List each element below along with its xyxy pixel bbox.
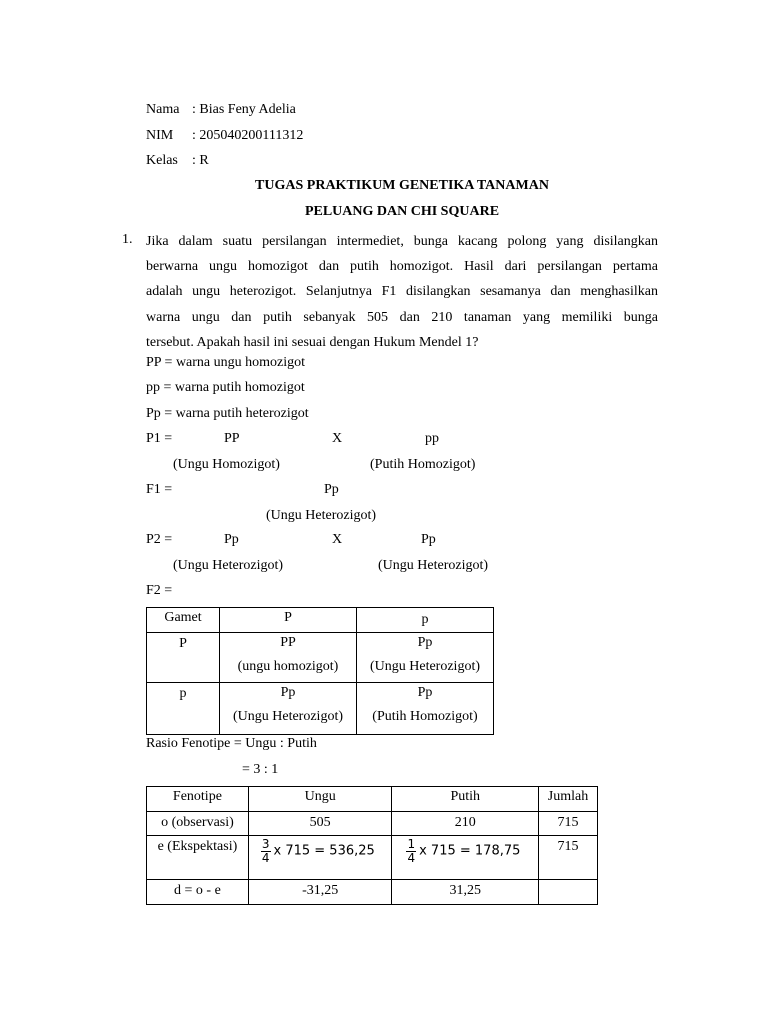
chi-row-e-putih bbox=[392, 836, 539, 880]
table-row bbox=[147, 880, 598, 905]
chi-row-o-label: o (observasi) bbox=[147, 812, 249, 836]
table-row bbox=[147, 787, 598, 812]
question-line: warna ungu dan putih sebanyak 505 dan 210 tanaman yang memiliki bunga bbox=[146, 309, 658, 325]
chi-row-o-putih: 210 bbox=[392, 812, 539, 836]
p2-left-desc: (Ungu Heterozigot) bbox=[173, 558, 284, 573]
chi-square-table bbox=[146, 786, 598, 905]
f1-desc: (Ungu Heterozigot) bbox=[266, 508, 377, 523]
definition-pp-upper: PP = warna ungu homozigot bbox=[146, 355, 306, 370]
fraction-denominator: 4 bbox=[407, 851, 416, 865]
question-line: adalah ungu heterozigot. Selanjutnya F1 disilangkan sesamanya dan menghasilkan bbox=[146, 284, 658, 300]
question-paragraph bbox=[146, 229, 658, 355]
f1-value: Pp bbox=[324, 482, 339, 497]
chi-row-d-jumlah bbox=[539, 880, 598, 905]
chi-row-e-ungu bbox=[248, 836, 392, 880]
punnett-phenotype: (Ungu Heterozigot) bbox=[232, 709, 344, 724]
punnett-phenotype: (Ungu Heterozigot) bbox=[369, 659, 481, 674]
punnett-genotype: Pp bbox=[417, 635, 433, 650]
table-row bbox=[147, 836, 598, 880]
fraction-denominator: 4 bbox=[261, 851, 270, 865]
chi-header-fenotipe: Fenotipe bbox=[147, 787, 249, 812]
question-number: 1. bbox=[122, 232, 133, 247]
punnett-genotype: Pp bbox=[417, 685, 433, 700]
ratio-line-2: = 3 : 1 bbox=[242, 762, 279, 777]
punnett-gamete: P bbox=[147, 633, 220, 683]
table-row bbox=[147, 608, 494, 633]
punnett-genotype: Pp bbox=[280, 685, 296, 700]
definition-pp-lower: pp = warna putih homozigot bbox=[146, 380, 305, 395]
punnett-cell bbox=[220, 683, 357, 735]
p1-left-desc: (Ungu Homozigot) bbox=[173, 457, 280, 472]
nim-value: : 205040200111312 bbox=[192, 128, 304, 143]
table-row bbox=[147, 633, 494, 683]
question-line: Jika dalam suatu persilangan intermediet, bunga kacang polong yang disilangkan bbox=[146, 234, 658, 249]
punnett-header-p-upper: P bbox=[220, 608, 357, 633]
f1-label: F1 = bbox=[146, 482, 173, 497]
expectation-expression: x 715 = 536,25 bbox=[273, 843, 375, 859]
kelas-value: : R bbox=[192, 153, 209, 168]
punnett-cell bbox=[220, 633, 357, 683]
kelas-label: Kelas bbox=[146, 153, 178, 168]
chi-row-o-ungu: 505 bbox=[248, 812, 392, 836]
punnett-cell bbox=[357, 683, 494, 735]
chi-row-e-label: e (Ekspektasi) bbox=[147, 836, 249, 880]
chi-row-d-label: d = o - e bbox=[147, 880, 249, 905]
punnett-gamete: p bbox=[147, 683, 220, 735]
p1-cross-symbol: X bbox=[332, 431, 343, 446]
p2-right-desc: (Ungu Heterozigot) bbox=[378, 558, 489, 573]
p1-label: P1 = bbox=[146, 431, 173, 446]
title-line-2: PELUANG DAN CHI SQUARE bbox=[304, 204, 500, 219]
p1-right: pp bbox=[425, 431, 439, 446]
chi-row-o-jumlah: 715 bbox=[539, 812, 598, 836]
chi-header-jumlah: Jumlah bbox=[539, 787, 598, 812]
punnett-phenotype: (Putih Homozigot) bbox=[372, 709, 478, 724]
chi-header-ungu: Ungu bbox=[248, 787, 392, 812]
punnett-table bbox=[146, 607, 494, 735]
punnett-genotype: PP bbox=[280, 635, 296, 650]
p2-right: Pp bbox=[421, 532, 436, 547]
definition-pp-hetero: Pp = warna putih heterozigot bbox=[146, 406, 309, 421]
nama-label: Nama bbox=[146, 102, 180, 117]
punnett-header-gamet: Gamet bbox=[147, 608, 220, 633]
chi-row-d-ungu: -31,25 bbox=[248, 880, 392, 905]
p1-right-desc: (Putih Homozigot) bbox=[370, 457, 476, 472]
title-line-1: TUGAS PRAKTIKUM GENETIKA TANAMAN bbox=[255, 178, 549, 193]
ratio-line-1: Rasio Fenotipe = Ungu : Putih bbox=[146, 736, 317, 751]
punnett-phenotype: (ungu homozigot) bbox=[237, 659, 339, 674]
punnett-header-p-lower: p bbox=[357, 608, 494, 633]
fraction-numerator: 3 bbox=[261, 837, 270, 851]
table-row bbox=[147, 683, 494, 735]
p1-left: PP bbox=[224, 431, 240, 446]
f2-label: F2 = bbox=[146, 583, 173, 598]
chi-row-d-putih: 31,25 bbox=[392, 880, 539, 905]
chi-row-e-jumlah: 715 bbox=[539, 836, 598, 880]
question-line: tersebut. Apakah hasil ini sesuai dengan Hukum Mendel 1? bbox=[146, 334, 479, 350]
question-line: berwarna ungu homozigot dan putih homozigot. Hasil dari persilangan pertama bbox=[146, 259, 658, 275]
chi-header-putih: Putih bbox=[392, 787, 539, 812]
nama-value: : Bias Feny Adelia bbox=[192, 102, 296, 117]
expectation-expression: x 715 = 178,75 bbox=[419, 843, 521, 859]
fraction-numerator: 1 bbox=[407, 837, 416, 851]
table-row bbox=[147, 812, 598, 836]
punnett-cell bbox=[357, 633, 494, 683]
fraction bbox=[261, 838, 271, 865]
p2-label: P2 = bbox=[146, 532, 173, 547]
p2-cross-symbol: X bbox=[332, 532, 343, 547]
fraction bbox=[406, 838, 416, 865]
p2-left: Pp bbox=[224, 532, 239, 547]
nim-label: NIM bbox=[146, 128, 174, 143]
